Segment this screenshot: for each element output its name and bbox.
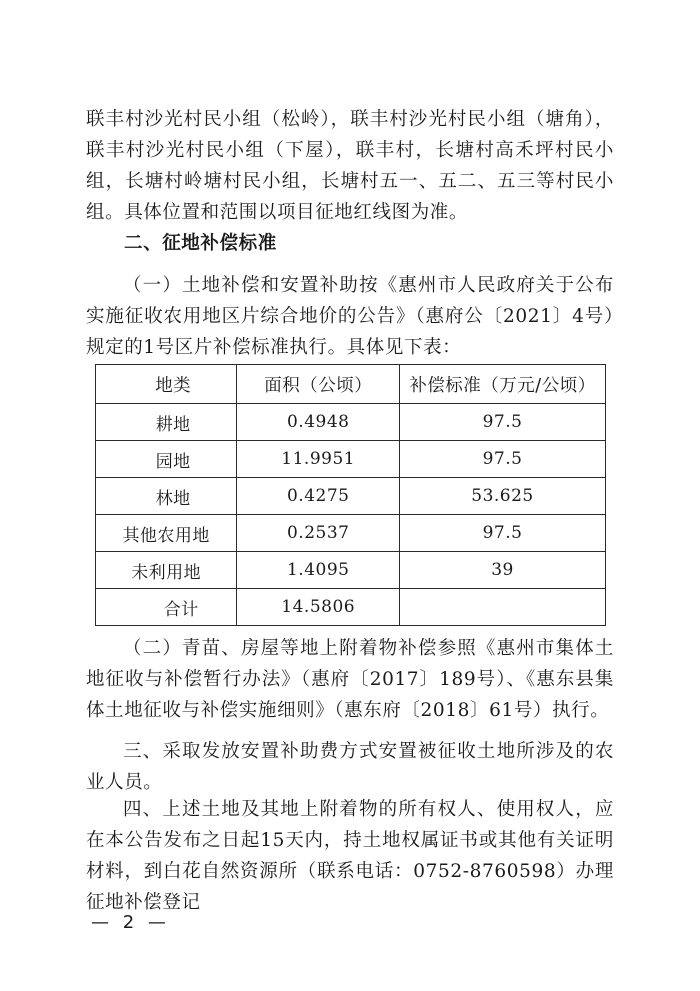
table-row	[96, 552, 606, 589]
cell-type: 其他农用地	[96, 515, 237, 552]
table-row	[96, 515, 606, 552]
section-heading-compensation: 二、征地补偿标准	[124, 233, 277, 254]
table-row	[96, 404, 606, 441]
cell-total-label: 合计	[96, 589, 237, 626]
cell-total-standard	[400, 589, 606, 626]
cell-standard: 97.5	[400, 515, 606, 552]
page-number: — 2 —	[91, 912, 170, 933]
paragraph-registration: 四、上述土地及其地上附着物的所有权人、使用权人，应在本公告发布之日起15天内，持土地权属证书或其他有关证明材料，到白花自然资源所（联系电话：0752-8760598）办理征地补偿登记	[86, 799, 614, 913]
cell-type: 未利用地	[96, 552, 237, 589]
cell-type: 园地	[96, 441, 237, 478]
cell-standard: 97.5	[400, 441, 606, 478]
cell-area: 11.9951	[237, 441, 400, 478]
paragraph-village-list: 联丰村沙光村民小组（松岭），联丰村沙光村民小组（塘角），联丰村沙光村民小组（下屋），联丰村，长塘村高禾坪村民小组，长塘村岭塘村民小组，长塘村五一、五二、五三等村民小组。具体位置和范围以项目征地红线图为准。	[86, 109, 614, 223]
header-standard: 补偿标准（万元/公顷）	[400, 365, 606, 404]
compensation-table	[95, 364, 606, 626]
table-row	[96, 441, 606, 478]
cell-area: 0.4948	[237, 404, 400, 441]
cell-standard: 53.625	[400, 478, 606, 515]
cell-area: 0.4275	[237, 478, 400, 515]
header-land-type: 地类	[96, 365, 237, 404]
cell-type: 耕地	[96, 404, 237, 441]
cell-area: 0.2537	[237, 515, 400, 552]
table-header-row	[96, 365, 606, 404]
paragraph-land-compensation: （一）土地补偿和安置补助按《惠州市人民政府关于公布实施征收农用地区片综合地价的公告》（惠府公〔2021〕4号）规定的1号区片补偿标准执行。具体见下表：	[86, 275, 614, 358]
header-area: 面积（公顷）	[237, 365, 400, 404]
paragraph-attachments-compensation: （二）青苗、房屋等地上附着物补偿参照《惠州市集体土地征收与补偿暂行办法》（惠府〔2017〕189号）、《惠东县集体土地征收与补偿实施细则》（惠东府〔2018〕61号）执行。	[86, 638, 614, 721]
cell-area: 1.4095	[237, 552, 400, 589]
cell-standard: 97.5	[400, 404, 606, 441]
table-row	[96, 478, 606, 515]
cell-standard: 39	[400, 552, 606, 589]
cell-total-area: 14.5806	[237, 589, 400, 626]
table-total-row	[96, 589, 606, 626]
cell-type: 林地	[96, 478, 237, 515]
paragraph-resettlement: 三、采取发放安置补助费方式安置被征收土地所涉及的农业人员。	[86, 741, 614, 793]
